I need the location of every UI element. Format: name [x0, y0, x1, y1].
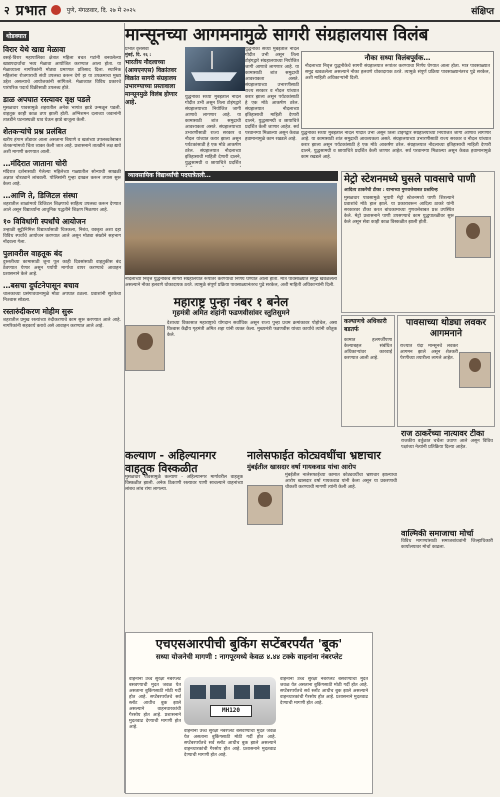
gaikwad-photo	[247, 485, 283, 525]
brief-title: विरार येथे खाद्य मेळावा	[3, 45, 66, 54]
photo-caption: व्यावसायिक विद्यार्थ्यांची पदयात्रेतली…	[125, 171, 338, 181]
raj-text: राजकीय वर्तुळात चर्चेला उधाण आले असून विविध पक्षांच्या नेत्यांनी प्रतिक्रिया दिल्या आहेत.	[401, 439, 493, 450]
lead-infobox	[301, 51, 494, 129]
raj-title: राज ठाकरेंच्या नात्यावर टीका	[401, 429, 485, 438]
hsrp-sub: सध्या योजनेची मागणी : नागपूरमध्ये केवळ ४.४४ टक्के वाहनांना नंबरप्लेट	[155, 653, 343, 661]
drain-title: नालेसफाईत कोट्यवधींचा भ्रष्टाचार	[247, 449, 381, 462]
lead-body-col3: युद्धनौका सध्या मुंबईतील नौदल गोदीत उभी असून तिला टोइंगद्वारे संग्रहालयाच्या नियोजित जागी आणावे लागणार आहे. या कामासाठी शांत समुद्राची आवश्यकता असते. संग्रहालयाच्या उभारणीसाठी राज्य सरकार व नौदल यांच्यात करार झाला असून पर्यटकांसाठी हे एक मोठे आकर्षण ठरेल. संग्रहालयात नौदलाच्या इतिहासाची माहिती देणारी दालने, युद्धसामग्री व छायाचित्रे प्रदर्शित केली जाणार आहेत. सर्व परवानग्या मिळाल्या असून केवळ हवामानामुळे काम रखडले आहे.	[301, 131, 491, 160]
newspaper-logo: प्रभात	[15, 2, 47, 19]
brief-item	[3, 249, 121, 278]
rain-text: राज्यात यंदा मान्सूनचे लवकर आगमन झाले असून शेतकरी पेरणीच्या तयारीला लागले आहेत.	[400, 344, 458, 361]
lead-body-col2: युद्धनौका सध्या मुंबईतील नौदल गोदीत उभी असून तिला टोइंगद्वारे संग्रहालयाच्या नियोजित जागी आणावे लागणार आहे. या कामासाठी शांत समुद्राची आवश्यकता असते. संग्रहालयाच्या उभारणीसाठी राज्य सरकार व नौदल यांच्यात करार झाला असून पर्यटकांसाठी हे एक मोठे आकर्षण ठरेल. संग्रहालयात नौदलाच्या इतिहासाची माहिती देणारी दालने, युद्धसामग्री व छायाचित्रे प्रदर्शित केली जाणार आहेत. सर्व परवानग्या मिळाल्या असून केवळ हवामानामुळे काम रखडले आहे.	[245, 47, 299, 142]
brief-item	[3, 307, 121, 330]
kalyan-story	[125, 449, 243, 599]
logo-mark-icon	[51, 5, 61, 15]
brief-title: डाळ अपघात रस्त्यावर वृक्ष पडले	[3, 95, 91, 104]
section-name: संक्षिप्त	[471, 7, 494, 17]
metro-story	[341, 171, 495, 313]
vehicle-window	[190, 685, 206, 699]
vehicle-window	[254, 685, 270, 699]
ship-hull	[191, 59, 237, 81]
brief-text: चालकाच्या प्रसंगावधानामुळे मोठा अपघात टळला. प्रवाशांनी सुटकेचा निःश्वास सोडला.	[3, 292, 121, 303]
lead-intro-bold: भारतीय नौदलाच्या (आयएनएस) विक्रांतवर विक्रांत सागरी संग्रहालय उभारण्याच्या प्रस्तावाला मान्सूनमुळे विलंब होणार आहे.	[125, 59, 178, 106]
maharashtra-text: देशाच्या विकासात महाराष्ट्राचे योगदान सर्वाधिक असून राज्य पुन्हा प्रथम क्रमांकावर पोहोचेल, असा विश्वास केंद्रीय गृहमंत्री अमित शहा यांनी व्यक्त केला. मुख्यमंत्री फडणवीस यांच्या कार्याचे त्यांनी कौतुक केले.	[167, 321, 337, 338]
shah-photo	[125, 325, 165, 371]
lead-body-col1: युद्धनौका सध्या मुंबईतील नौदल गोदीत उभी असून तिला टोइंगद्वारे संग्रहालयाच्या नियोजित जागी आणावे लागणार आहे. या कामासाठी शांत समुद्राची आवश्यकता असते. संग्रहालयाच्या उभारणीसाठी राज्य सरकार व नौदल यांच्यात करार झाला असून पर्यटकांसाठी हे एक मोठे आकर्षण ठरेल. संग्रहालयात नौदलाच्या इतिहासाची माहिती देणारी दालने, युद्धसामग्री व छायाचित्रे प्रदर्शित	[185, 95, 241, 166]
hsrp-feature	[125, 632, 373, 794]
warship-photo	[185, 47, 245, 91]
rain-story	[397, 315, 495, 427]
main-area	[125, 23, 497, 550]
event-photo-text: नौदलाच्या निवृत्त युद्धनौकेचे सागरी संग्रहालयात रूपांतर करण्याचा निर्णय घेण्यात आला होता. मात्र पावसाळ्यात समुद्र खवळलेला असल्याने नौका हलवणे धोकादायक ठरते. त्यामुळे संपूर्ण प्रक्रिया पावसाळ्यानंतरच पुढे सरकेल, अशी माहिती अधिकाऱ्यांनी दिली.	[125, 277, 337, 288]
briefs-column	[3, 23, 125, 793]
brief-item	[3, 95, 121, 124]
masthead	[0, 0, 500, 22]
vehicle-photo	[184, 677, 276, 725]
brief-item	[3, 45, 121, 92]
brief-title: १० विविधांगी स्पर्धांचे आयोजन	[3, 217, 86, 226]
brief-text: शहरातील शाळांमध्ये डिजिटल शिक्षणाचे साहित्य उपलब्ध करून देण्यात आले असून विद्यार्थ्यांना आधुनिक पद्धतीने शिक्षण मिळणार आहे.	[3, 202, 121, 213]
raj-story	[401, 429, 493, 525]
lead-intro	[125, 47, 181, 167]
lead-dateline: मुंबई, दि. २६ :	[125, 53, 152, 58]
samaj-text: विविध मागण्यांसाठी समाजबांधवांनी जिल्हाधिकारी कार्यालयावर मोर्चा काढला.	[401, 539, 493, 550]
metro-text: मुसळधार पावसामुळे भुयारी मेट्रो स्टेशनमध्ये पाणी शिरल्याने प्रवाशांचे मोठे हाल झाले. या प्रकारावरून आदित्य ठाकरे यांनी सरकारवर टीका करत बांधकामाच्या गुणवत्तेबाबत प्रश्न उपस्थित केले. मेट्रो प्रशासनाने पाणी उपसण्याचे काम युद्धपातळीवर सुरू केले असून सेवा काही काळ विस्कळीत झाली होती.	[344, 196, 454, 225]
brief-item	[3, 127, 121, 156]
brief-title: …बसचा दुर्घटनेपासून बचाव	[3, 281, 79, 290]
hsrp-text-mid: वाहनांना उच्च सुरक्षा नंबरप्लेट बसवण्याची मुदत जवळ येत असताना बुकिंगसाठी मोठी गर्दी होत आहे. सप्टेंबरपर्यंतचे सर्व स्लॉट आधीच बुक झाले असल्याने वाहनधारकांची गैरसोय होत आहे. प्रशासनाने मुदतवाढ देण्याची मागणी होत आहे.	[184, 729, 276, 758]
infobox-text: नौदलाच्या निवृत्त युद्धनौकेचे सागरी संग्रहालयात रूपांतर करण्याचा निर्णय घेण्यात आला होता. मात्र पावसाळ्यात समुद्र खवळलेला असल्याने नौका हलवणे धोकादायक ठरते. त्यामुळे संपूर्ण प्रक्रिया पावसाळ्यानंतरच पुढे सरकेल, अशी माहिती अधिकाऱ्यांनी दिली.	[305, 64, 490, 81]
side-text: कामात हलगर्जीपणा केल्याबद्दल संबंधित अधिकाऱ्यांवर कारवाई करण्यात आली आहे.	[344, 338, 392, 361]
brief-title: शेतकऱ्यांचे प्रश्न प्रलंबित	[3, 127, 67, 136]
brief-item	[3, 281, 121, 304]
brief-item	[3, 217, 121, 246]
ship-mast	[211, 51, 213, 69]
hsrp-text-left: वाहनांना उच्च सुरक्षा नंबरप्लेट बसवण्याची मुदत जवळ येत असताना बुकिंगसाठी मोठी गर्दी होत आहे. सप्टेंबरपर्यंतचे सर्व स्लॉट आधीच बुक झाले असल्याने वाहनधारकांची गैरसोय होत आहे. प्रशासनाने मुदतवाढ देण्याची मागणी होत आहे.	[129, 677, 181, 730]
number-plate: MH120	[210, 705, 252, 717]
brief-text: मंदिरात दर्शनासाठी गेलेल्या महिलेच्या गळ्यातील सोन्याची साखळी अज्ञात चोरट्याने लांबवली. पोलिसांनी गुन्हा दाखल करून तपास सुरू केला आहे.	[3, 170, 121, 187]
brief-item	[3, 159, 121, 188]
corruption-side	[341, 315, 395, 427]
infobox-title: नौका सध्या विलंबपूर्वक…	[364, 54, 431, 62]
lead-byline: प्रभात वृत्तसेवा	[125, 47, 149, 52]
brief-title: रस्तारुंदीकरण मोहीम सुरू	[3, 307, 73, 316]
briefs-tag: थोडक्यात	[3, 31, 29, 41]
vehicle-window	[234, 685, 250, 699]
brief-text: खरीप हंगाम तोंडावर आला असताना बियाणे व खतांच्या उपलब्धतेबाबत शेतकऱ्यांमध्ये चिंता व्यक्त केली जात आहे. प्रशासनाने तातडीने लक्ष द्यावे अशी मागणी करण्यात आली.	[3, 138, 121, 155]
brief-title: पुलावरील वाहतूक बंद	[3, 249, 63, 258]
rain-photo	[459, 352, 491, 388]
brief-text: दुरुस्तीच्या कामासाठी जुना पूल काही दिवसांसाठी वाहतुकीस बंद ठेवण्यात येणार असून पर्यायी मार्गाचा वापर करण्याचे आवाहन प्रशासनाने केले आहे.	[3, 260, 121, 277]
maharashtra-sub: गृहमंत्री अमित शहांनी फडणवीसांवर स्तुतिसुमने	[172, 309, 290, 317]
side-title: कल्याणचे अधिकारी बडतर्फ	[344, 318, 387, 333]
maharashtra-story	[125, 295, 337, 445]
metro-title: मेट्रो स्टेशनमध्ये घुसले पावसाचे पाणी	[344, 174, 476, 185]
samaj-story	[401, 529, 493, 629]
samaj-title: वाल्मिकी समाजाचा मोर्चा	[401, 529, 474, 538]
brief-text: वसई-विरार महापालिका क्षेत्रात महिला बचत गटांनी बनवलेल्या खाद्यपदार्थांचा भव्य मेळावा आयोजित करण्यात आला होता. या मेळाव्याला नागरिकांनी मोठ्या प्रमाणात प्रतिसाद दिला. स्थानिक महिलांना रोजगाराची संधी उपलब्ध करून देणे हा या उपक्रमाचा मुख्य उद्देश असल्याचे आयोजकांनी सांगितले. मेळाव्यात विविध प्रकारचे पारंपरिक पदार्थ विक्रीसाठी उपलब्ध होते.	[3, 56, 121, 91]
issue-date: पुणे, मंगळवार, दि. २७ मे २०२५	[66, 7, 136, 14]
brief-item	[3, 191, 121, 214]
brief-title: …आणि ते, डिजिटल संस्था	[3, 191, 78, 200]
hsrp-headline: एचएसआरपीची बुकिंग सप्टेंबरपर्यंत 'बूक'	[155, 636, 343, 651]
maharashtra-title: महाराष्ट्र पुन्हा नंबर १ बनेल	[173, 295, 289, 309]
lead-headline: मान्सूनच्या आगमनामुळे सागरी संग्रहालयास विलंब	[125, 25, 429, 45]
rain-title: पावसाच्या थोड्या लवकर आगमनाने	[405, 318, 487, 339]
vehicle-window	[210, 685, 226, 699]
brief-text: उन्हाळी सुट्टीनिमित्त विद्यार्थ्यांसाठी चित्रकला, निबंध, वक्तृत्व अशा दहा विविध स्पर्धांचे आयोजन करण्यात आले असून मोठ्या संख्येने सहभाग नोंदवला गेला.	[3, 228, 121, 245]
metro-sub: आदित्य ठाकरेंची टीका : वाभाच्या गुणवत्तेबाबत प्रश्नचिन्ह	[344, 188, 438, 193]
hsrp-text-right: वाहनांना उच्च सुरक्षा नंबरप्लेट बसवण्याची मुदत जवळ येत असताना बुकिंगसाठी मोठी गर्दी होत आहे. सप्टेंबरपर्यंतचे सर्व स्लॉट आधीच बुक झाले असल्याने वाहनधारकांची गैरसोय होत आहे. प्रशासनाने मुदतवाढ देण्याची मागणी होत आहे.	[280, 677, 368, 706]
kalyan-title: कल्याण - अहिल्यानगर वाहतूक विस्कळीत	[125, 449, 217, 475]
drain-story	[247, 449, 397, 599]
kalyan-text: मुसळधार पावसामुळे कल्याण - अहिल्यानगर मार्गावरील वाहतूक विस्कळीत झाली. अनेक ठिकाणी रस्त्यावर पाणी साचल्याने वाहनांच्या लांबच लांब रांगा लागल्या.	[125, 475, 243, 492]
drain-text: मुंबईतील नालेसफाईच्या कामात कोट्यवधींचा भ्रष्टाचार झाल्याचा आरोप खासदार वर्षा गायकवाड यांनी केला असून या प्रकरणाची चौकशी करण्याची मागणी त्यांनी केली आहे.	[285, 473, 397, 490]
brief-text: शहरातील प्रमुख रस्त्यांच्या रुंदीकरणाचे काम सुरू करण्यात आले आहे. नागरिकांनी सहकार्य करावे असे आवाहन करण्यात आले आहे.	[3, 318, 121, 329]
brief-text: मुसळधार पावसामुळे शहरातील अनेक भागांत झाडे उन्मळून पडली. वाहतूक काही काळ ठप्प झाली होती. अग्निशमन दलाच्या जवानांनी तातडीने घटनास्थळी धाव घेऊन झाडे बाजूला केली.	[3, 106, 121, 123]
politician-photo	[455, 216, 491, 258]
event-photo	[125, 183, 337, 275]
drain-sub: मुंबईतील खासदार वर्षा गायकवाड यांचा आरोप	[247, 463, 356, 471]
page-number: २	[4, 3, 10, 17]
brief-title: …मंदिरात जाताना चोरी	[3, 159, 67, 168]
